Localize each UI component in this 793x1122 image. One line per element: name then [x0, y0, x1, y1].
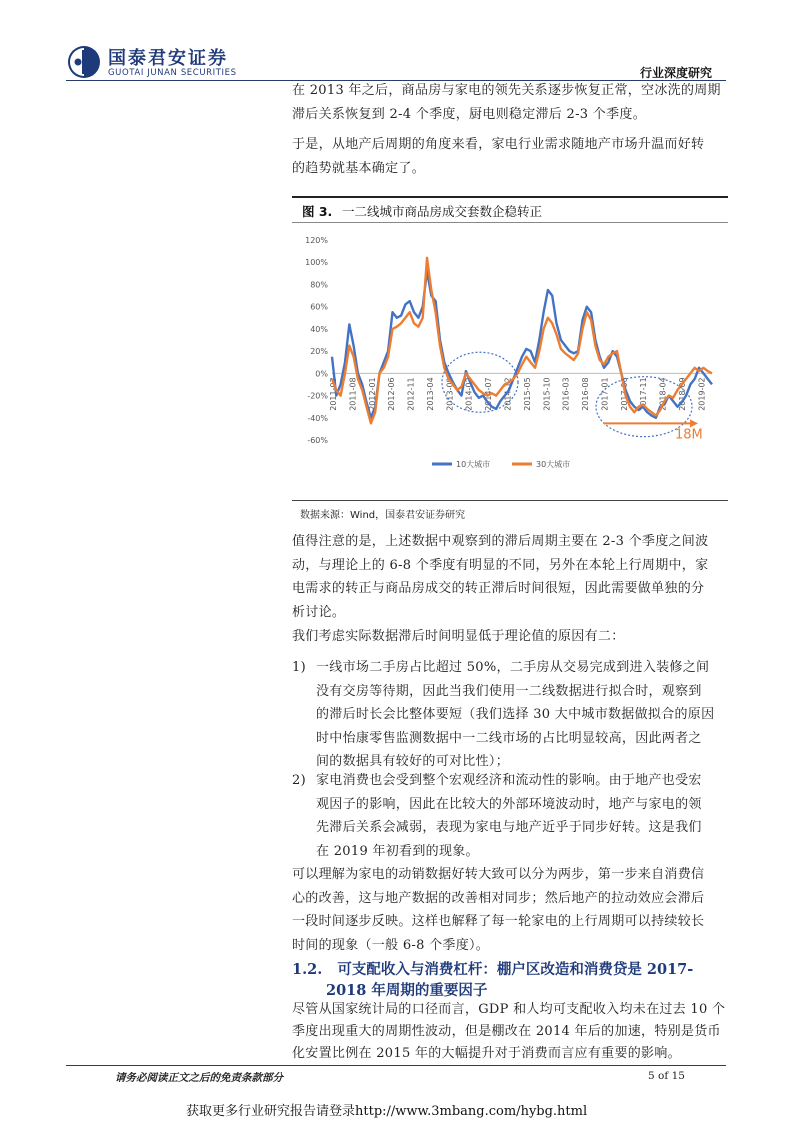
- text-line: 时间的现象（一般 6-8 个季度）。: [292, 937, 490, 953]
- y-tick-label: -40%: [307, 413, 328, 423]
- text-line: 电需求的转正与商品房成交的转正滞后时间很短，因此需要做单独的分: [292, 581, 705, 596]
- x-tick-label: 2012-11: [406, 377, 416, 411]
- x-tick-label: 2018-04: [658, 377, 668, 411]
- x-tick-label: 2016-08: [581, 377, 591, 411]
- text-line: 时中怡康零售监测数据中一二线市场的占比明显较高，因此两者之: [316, 730, 702, 746]
- watermark-link[interactable]: 获取更多行业研究报告请登录http://www.3mbang.com/hybg.html: [186, 1104, 588, 1119]
- text-line: 尽管从国家统计局的口径而言，GDP 和人均可支配收入均未在过去 10 个: [292, 1002, 726, 1017]
- footer-rule: [66, 1065, 726, 1066]
- y-tick-label: -20%: [307, 391, 328, 401]
- legend-label: 10大城市: [456, 460, 491, 469]
- paragraph-lag-observation: [292, 530, 732, 624]
- annotation-arrow-head: [690, 419, 698, 427]
- list-item-2: [292, 769, 732, 863]
- x-tick-label: 2011-03: [329, 377, 338, 411]
- list-number: 1): [292, 660, 306, 675]
- chart: [292, 226, 728, 496]
- x-tick-label: 2014-12: [503, 377, 513, 411]
- text-line: 心的改善，这与地产数据的改善相对同步；然后地产的拉动效应会滞后: [292, 890, 705, 906]
- text-line: 一段时间逐步反映。这样也解释了每一轮家电的上行周期可以持续较长: [292, 914, 705, 929]
- section-heading: [292, 959, 732, 1001]
- y-tick-label: 40%: [310, 324, 328, 334]
- report-type: 行业深度研究: [640, 66, 713, 80]
- y-tick-label: 120%: [305, 236, 328, 245]
- x-tick-label: 2015-10: [542, 377, 552, 411]
- text-line: 季度出现重大的周期性波动，但是棚改在 2014 年后的加速，特别是货币: [292, 1024, 721, 1039]
- text-line: 析讨论。: [292, 604, 346, 620]
- figure-source: 数据来源：Wind，国泰君安证券研究: [300, 510, 466, 521]
- y-tick-label: 80%: [310, 280, 328, 290]
- paragraph-two-steps: [292, 863, 732, 957]
- x-tick-label: 2017-06: [619, 377, 629, 411]
- logo: [66, 44, 296, 80]
- x-tick-label: 2019-02: [697, 377, 707, 411]
- company-name-cn: 国泰君安证券: [108, 48, 228, 69]
- x-tick-label: 2014-07: [484, 377, 494, 411]
- x-tick-label: 2017-11: [639, 377, 649, 411]
- x-tick-label: 2015-05: [522, 377, 532, 411]
- paragraph-reasons: [292, 625, 732, 649]
- x-tick-label: 2012-06: [387, 377, 397, 411]
- list-number: 2): [292, 773, 306, 788]
- section-title-line1: 可支配收入与消费杠杆：棚户区改造和消费贷是 2017-: [337, 961, 694, 978]
- y-tick-label: -60%: [307, 436, 328, 445]
- text-line: 的滞后时长会比整体要短（我们选择 30 大中城市数据做拟合的原因: [316, 707, 715, 722]
- x-tick-label: 2013-04: [425, 377, 435, 411]
- text-line: 滞后关系恢复到 2-4 个季度，厨电则稳定滞后 2-3 个季度。: [292, 106, 646, 122]
- text-line: 一线市场二手房占比超过 50%，二手房从交易完成到进入装修之间: [316, 660, 710, 675]
- x-tick-label: 2011-08: [348, 377, 358, 411]
- paragraph-intro: [292, 79, 732, 126]
- paragraph-gdp: [292, 999, 732, 1065]
- page-number: 5 of 15: [648, 1070, 685, 1082]
- text-line: 间的数据具有较好的可对比性）；: [316, 754, 510, 769]
- text-line: 的趋势就基本确定了。: [292, 160, 426, 176]
- x-tick-label: 2014-02: [464, 377, 474, 411]
- text-line: 先滞后关系会减弱，表现为家电与地产近乎于同步好转。这是我们: [316, 820, 702, 835]
- x-tick-label: 2012-01: [367, 377, 377, 411]
- text-line: 观因子的影响，因此在比较大的外部环境波动时，地产与家电的领: [316, 796, 702, 812]
- x-tick-label: 2018-09: [677, 377, 687, 411]
- text-line: 于是，从地产后周期的角度来看，家电行业需求随地产市场升温而好转: [292, 137, 705, 152]
- annotation-label: 18M: [675, 427, 703, 443]
- text-line: 可以理解为家电的动销数据好转大致可以分为两步，第一步来自消费信: [292, 867, 705, 882]
- section-title-line2: 2018 年周期的重要因子: [326, 982, 488, 999]
- logo-emblem-icon: [66, 44, 102, 80]
- paragraph-conclusion: [292, 133, 732, 180]
- y-tick-label: 60%: [310, 302, 328, 312]
- x-tick-label: 2013-09: [445, 377, 455, 411]
- text-line: 在 2013 年之后，商品房与家电的领先关系逐步恢复正常，空冰洗的周期: [292, 83, 721, 98]
- text-line: 值得注意的是，上述数据中观察到的滞后周期主要在 2-3 个季度之间波: [292, 534, 709, 549]
- figure-title: 一二线城市商品房成交套数企稳转正: [342, 204, 543, 219]
- figure-title-bar: [292, 196, 728, 223]
- y-tick-label: 100%: [305, 258, 328, 268]
- section-number: 1.2.: [292, 961, 323, 978]
- company-name-en: GUOTAI JUNAN SECURITIES: [108, 68, 237, 78]
- x-tick-label: 2016-03: [561, 377, 571, 411]
- list-item-1: [292, 656, 732, 774]
- disclaimer-link[interactable]: 请务必阅读正文之后的免责条款部分: [115, 1072, 283, 1084]
- x-tick-label: 2017-01: [600, 377, 610, 411]
- text-line: 我们考虑实际数据滞后时间明显低于理论值的原因有二：: [292, 629, 625, 644]
- y-tick-label: 20%: [310, 347, 328, 357]
- text-line: 动，与理论上的 6-8 个季度有明显的不同，另外在本轮上行周期中，家: [292, 557, 709, 573]
- text-line: 没有交房等待期，因此当我们使用一二线数据进行拟合时，观察到: [316, 683, 702, 699]
- text-line: 在 2019 年初看到的现象。: [316, 843, 479, 859]
- text-line: 家电消费也会受到整个宏观经济和流动性的影响。由于地产也受宏: [316, 773, 702, 788]
- y-tick-label: 0%: [315, 369, 328, 379]
- text-line: 化安置比例在 2015 年的大幅提升对于消费而言应有重要的影响。: [292, 1046, 681, 1061]
- figure-source-rule: [292, 500, 728, 501]
- legend-label: 30大城市: [536, 460, 571, 469]
- figure-label: 图 3.: [302, 204, 333, 219]
